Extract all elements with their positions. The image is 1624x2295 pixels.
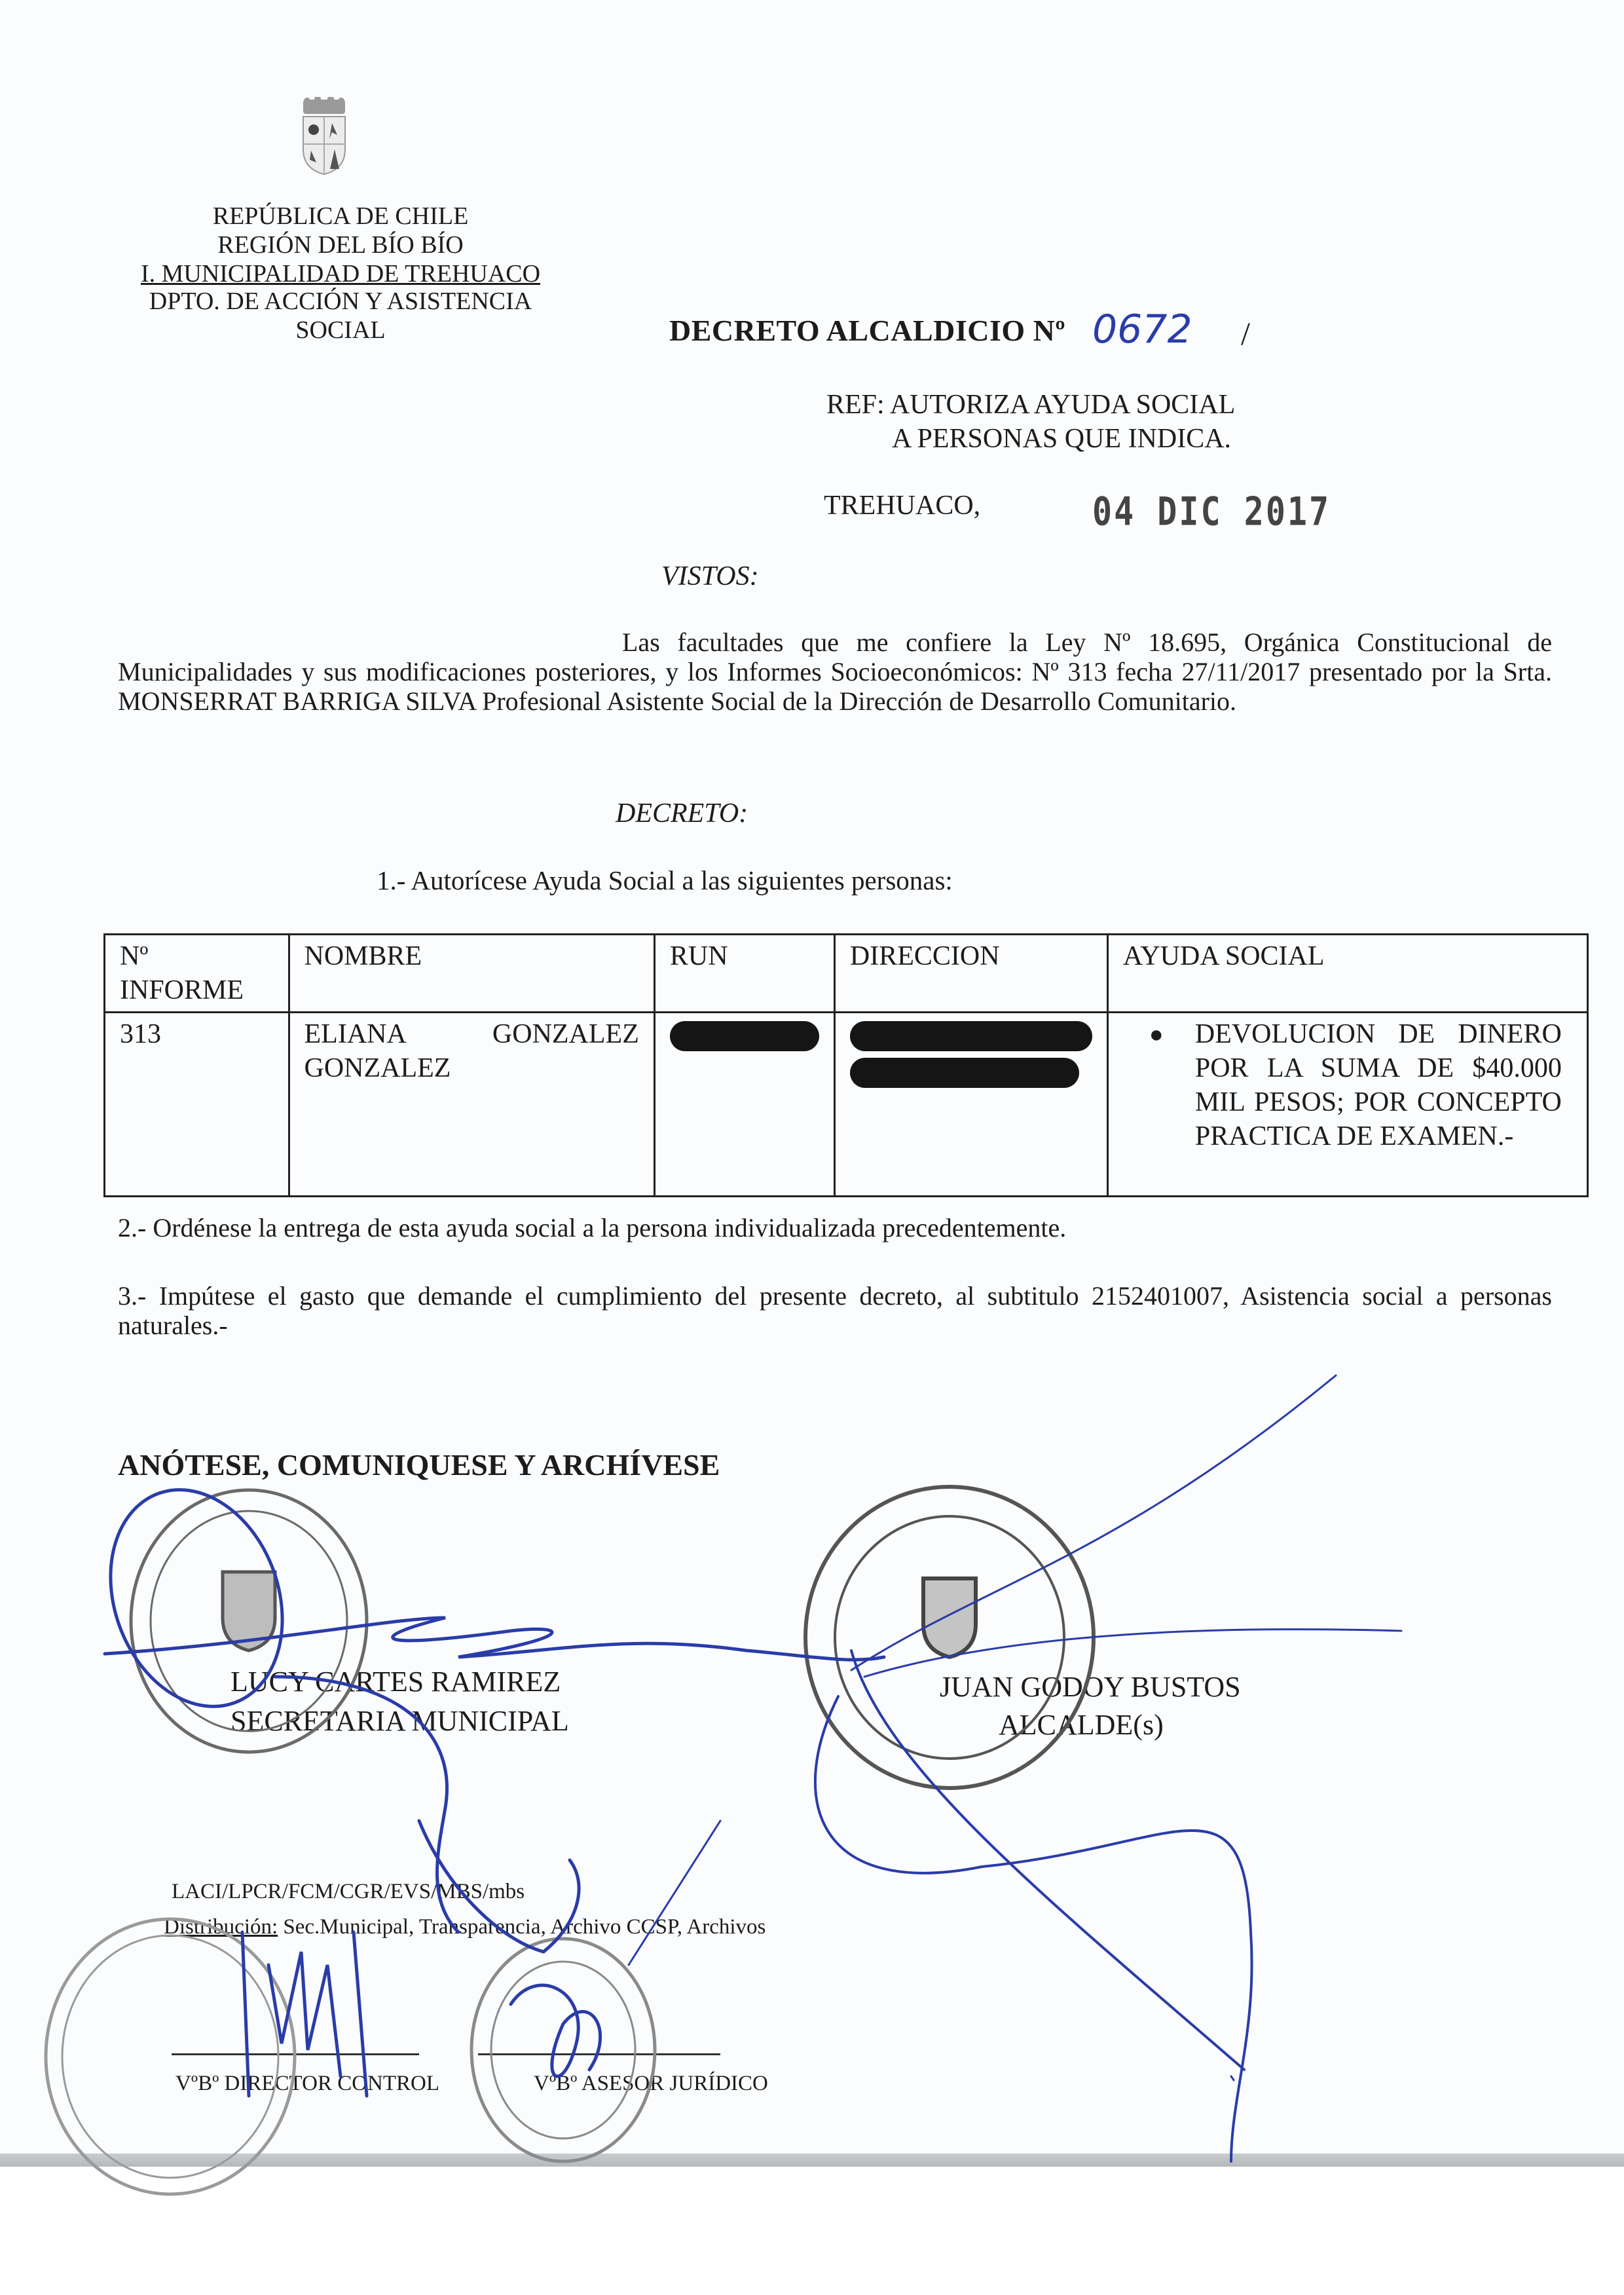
col-header-ayuda: AYUDA SOCIAL (1107, 935, 1587, 1013)
cell-informe: 313 (105, 1013, 289, 1197)
col-header-run: RUN (654, 935, 834, 1013)
beneficiaries-table (103, 933, 1589, 1197)
header-country: REPÚBLICA DE CHILE (212, 202, 469, 230)
distribution-line (164, 1915, 766, 1939)
table-row (105, 1013, 1588, 1197)
header-municipality: I. MUNICIPALIDAD DE TREHUACO (140, 260, 541, 288)
date-stamp: 04 DIC 2017 (1092, 489, 1331, 534)
vistos-heading: VISTOS: (661, 561, 759, 591)
decree-slash: / (1241, 315, 1250, 352)
reference-line-2: A PERSONAS QUE INDICA. (892, 424, 1232, 454)
aid-bullet-item (1123, 1017, 1572, 1153)
vb-asesor-signature-line (478, 2053, 720, 2055)
header-region: REGIÓN DEL BÍO BÍO (217, 231, 464, 259)
reference-line-1: REF: AUTORIZA AYUDA SOCIAL (826, 390, 1236, 420)
cell-nombre: ELIANA GONZALEZ GONZALEZ (289, 1013, 654, 1197)
redaction-bar-address-2 (850, 1058, 1079, 1088)
reference-block (826, 388, 1235, 456)
closing-heading: ANÓTESE, COMUNIQUESE Y ARCHÍVESE (118, 1448, 720, 1482)
bullet-icon: ● (1149, 1021, 1164, 1047)
aid-description: DEVOLUCION DE DINERO POR LA SUMA DE $40.000 MIL PESOS; POR CONCEPTO PRACTICA DE EXAMEN.- (1194, 1019, 1562, 1151)
distribution-label: Distribución: (164, 1915, 278, 1939)
vistos-text: Las facultades que me confiere la Ley Nº 18.695, Orgánica Constitucional de Municipalidades y sus modificaciones posteriores, y los Informes Socioeconómicos: Nº 313 fecha 27/11/2017 presentado por la Srta. MONSERRAT BARRIGA SILVA Profesional Asistente Social de la Dirección de Desarrollo Comunitario. (118, 627, 1552, 716)
distribution-list: Sec.Municipal, Transparencia, Archivo CCSP, Archivos (278, 1915, 766, 1939)
initials-line: LACI/LPCR/FCM/CGR/EVS/MBS/mbs (172, 1880, 525, 1903)
cell-direccion (834, 1013, 1107, 1197)
cell-run (654, 1013, 834, 1197)
col-header-nombre: NOMBRE (289, 935, 654, 1013)
redaction-bar-run (670, 1021, 819, 1051)
vb-director-control: VºBº DIRECTOR CONTROL (175, 2072, 440, 2095)
col-header-direccion: DIRECCION (834, 935, 1107, 1013)
signer-1-name: LUCY CARTES RAMIREZ (231, 1666, 561, 1698)
signer-1-role: SECRETARIA MUNICIPAL (231, 1705, 569, 1737)
cell-ayuda (1107, 1013, 1587, 1197)
decree-title: DECRETO ALCALDICIO Nº (669, 314, 1066, 347)
municipal-crest-icon (298, 97, 350, 176)
decree-item-3: 3.- Impútese el gasto que demande el cumplimiento del presente decreto, al subtitulo 2152401007, Asistencia social a personas naturales.- (118, 1281, 1552, 1340)
col-header-informe: Nº INFORME (105, 935, 289, 1013)
decree-item-1: 1.- Autorícese Ayuda Social a las siguientes personas: (377, 865, 953, 895)
vb-asesor-juridico: VºBº ASESOR JURÍDICO (534, 2072, 768, 2095)
decree-number-handwritten: 0672 (1092, 307, 1192, 352)
decreto-heading: DECRETO: (616, 798, 748, 829)
scan-edge (0, 2154, 1624, 2167)
decree-item-2: 2.- Ordénese la entrega de esta ayuda social a la persona individualizada precedentemente. (118, 1213, 1067, 1242)
redaction-bar-address-1 (850, 1021, 1092, 1051)
table-header-row (105, 935, 1588, 1013)
vistos-paragraph (118, 627, 1552, 716)
place-label: TREHUACO, (824, 491, 981, 521)
vb-director-signature-line (172, 2053, 419, 2055)
signer-2-role: ALCALDE(s) (999, 1709, 1164, 1741)
signer-2-name: JUAN GODOY BUSTOS (940, 1671, 1241, 1703)
header-department: DPTO. DE ACCIÓN Y ASISTENCIA SOCIAL (149, 288, 532, 344)
